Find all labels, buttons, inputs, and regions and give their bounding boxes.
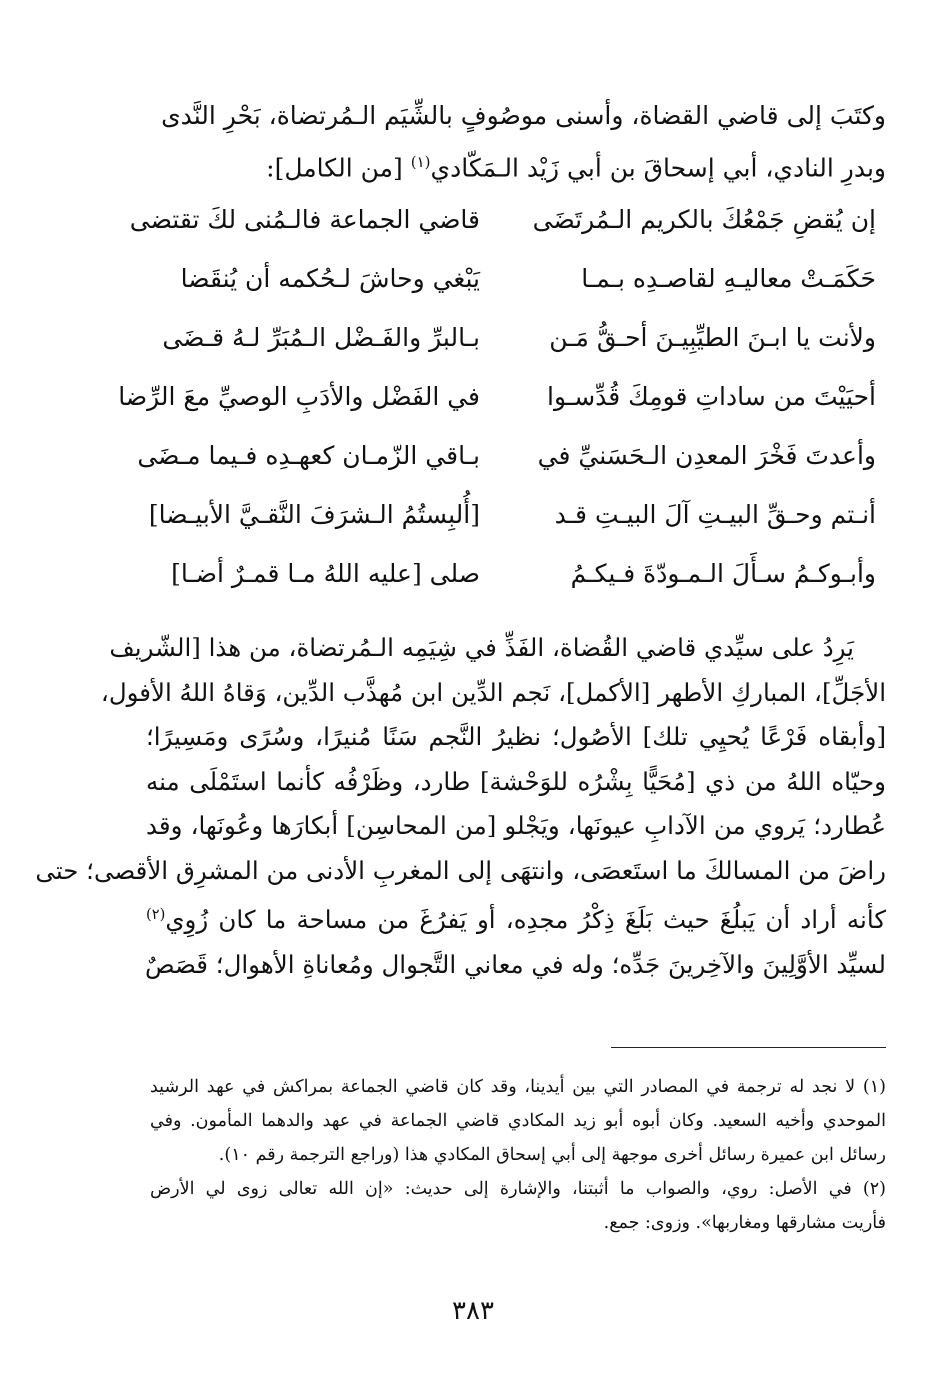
hemistich-first: إن يُقضِ جَمْعُكَ بالكريم الـمُرتَضَى [532, 205, 876, 234]
hemistich-first: أحيَيْتَ من ساداتِ قومِكَ قُدِّسـوا [547, 382, 876, 411]
hemistich-second: [أُلبِستُمُ الـشرَفَ النَّقـيَّ الأبيـضا] [148, 500, 480, 529]
prose-line: يَرِدُ على سيِّدي قاضي القُضاة، الفَذِّ في شِيَمِه الـمُرتضاة، من هذا [الشّريف [109, 633, 854, 662]
prose-line: راضَ من المسالكَ ما استَعصَى، وانتهَى إلى المغربِ الأدنى من المشرِق الأقصى؛ حتى [35, 855, 886, 885]
prose-paragraph [35, 626, 886, 987]
footnote-line: الموحدي وأخيه السعيد. وكان أبوه أبو زيد المكادي قاضي الجماعة في عهد والدهما المأمون. وفي [150, 1111, 886, 1131]
intro-line-2-text: وبدرِ النادي، أبي إسحاقَ بن أبي زَيْد الـمَكّادي [430, 153, 886, 183]
intro-paragraph [150, 92, 886, 191]
page-number: ٣٨٣ [452, 1296, 494, 1326]
hemistich-first: ولأنت يا ابـنَ الطيِّبِيـنَ أحـقُّ مَـن [549, 323, 876, 352]
prose-line-7-text: كأنه أراد أن يَبلُغَ حيث بَلَغَ ذِكْرُ مجدِه، أو يَفرُغَ من مساحة ما كان زُوِي [165, 905, 886, 935]
hemistich-second: بـاقي الزّمـان كعهـدِه فـيما مـضَى [137, 441, 480, 470]
footnote-ref-1[interactable]: (١) [410, 153, 431, 171]
verse-1 [129, 205, 876, 264]
intro-line-2 [150, 139, 886, 191]
prose-line: [وأبقاه فَرْعًا يُحيِي تلك] الأصُول؛ نظيرُ النَّجم سَنًا مُنيرًا، وسُرًى ومَسِيرًا؛ [146, 722, 886, 751]
hemistich-first: حَكَمَـتْ معاليـهِ لقاصـدِه بـمـا [581, 264, 876, 293]
footnote-line: (٢) في الأصل: روي، والصواب ما أثبتنا، والإشارة إلى حديث: «إن الله تعالى زوى لي الأرض [150, 1179, 886, 1199]
prose-line: لسيِّد الأوَّلِينَ والآخِرينَ جَدِّه؛ وله في معاني التَّجوال ومُعاناةِ الأهوال؛ قَصَصٌ [145, 949, 886, 979]
footnote-line: فأريت مشارقها ومغاربها». وزوى: جمع. [603, 1213, 886, 1233]
intro-line-1: وكتَبَ إلى قاضي القضاة، وأسنى موصُوفٍ بالشِّيَم الـمُرتضاة، بَحْرِ النَّدى [161, 101, 886, 130]
verse-7 [150, 559, 876, 618]
verse-5 [137, 441, 876, 500]
verse-6 [150, 500, 876, 559]
poem [118, 205, 876, 618]
prose-line: الأجَلِّ]، المباركِ الأطهر [الأكمل]، نَجم الدِّين ابن مُهذَّب الدِّين، وَقاهُ اللهُ الأفول، [100, 677, 886, 707]
hemistich-second: صلى [عليه اللهُ مـا قمـرٌ أضـا] [171, 559, 480, 588]
verse-2 [150, 264, 876, 323]
footnote-line: رسائل ابن عميرة رسائل أخرى موجهة إلى أبي إسحاق المكادي هذا (وراجع الترجمة رقم ١٠). [218, 1145, 886, 1165]
prose-line: عُطارد؛ يَروي من الآدابِ عيونَها، ويَجْلو [من المحاسِن] أبكارَها وعُونَها، وقد [146, 811, 886, 840]
footnotes [150, 1070, 886, 1240]
hemistich-first: وأبـوكـمُ سـأَلَ الـمـودّةَ فـيكـمُ [570, 559, 876, 588]
hemistich-first: وأعدتَ فَخْرَ المعدِن الـحَسَنيِّ في [537, 441, 876, 470]
footnote-ref-2[interactable]: (٢) [146, 906, 166, 923]
hemistich-second: يَبْغي وحاشَ لـحُكمه أن يُنقَضا [180, 264, 480, 293]
verse-3 [150, 323, 876, 382]
footnote-divider [611, 1047, 886, 1048]
hemistich-first: أنـتم وحـقِّ البيـتِ آلَ البيـتِ قـد [554, 500, 876, 529]
prose-line-7 [146, 893, 886, 943]
hemistich-second: بـالبرِّ والفَـضْل الـمُبَرِّ لـهُ قـضَى [162, 323, 480, 352]
prose-line: وحيّاه اللهُ من ذي [مُحَيًّا بِشْرُه للوَحْشة] طارد، وظَرْفُه كأنما استَمْلَى منه [146, 766, 886, 796]
hemistich-second: قاضي الجماعة فالـمُنى لكَ تقتضى [129, 205, 480, 234]
hemistich-second: في الفَضْل والأدَبِ الوصيِّ معَ الرِّضا [118, 382, 480, 411]
meter-label: [من الكامل]: [266, 153, 411, 183]
verse-4 [118, 382, 876, 441]
footnote-line: (١) لا نجد له ترجمة في المصادر التي بين أيدينا، وقد كان قاضي الجماعة بمراكش في عهد الرشيد [150, 1077, 886, 1097]
